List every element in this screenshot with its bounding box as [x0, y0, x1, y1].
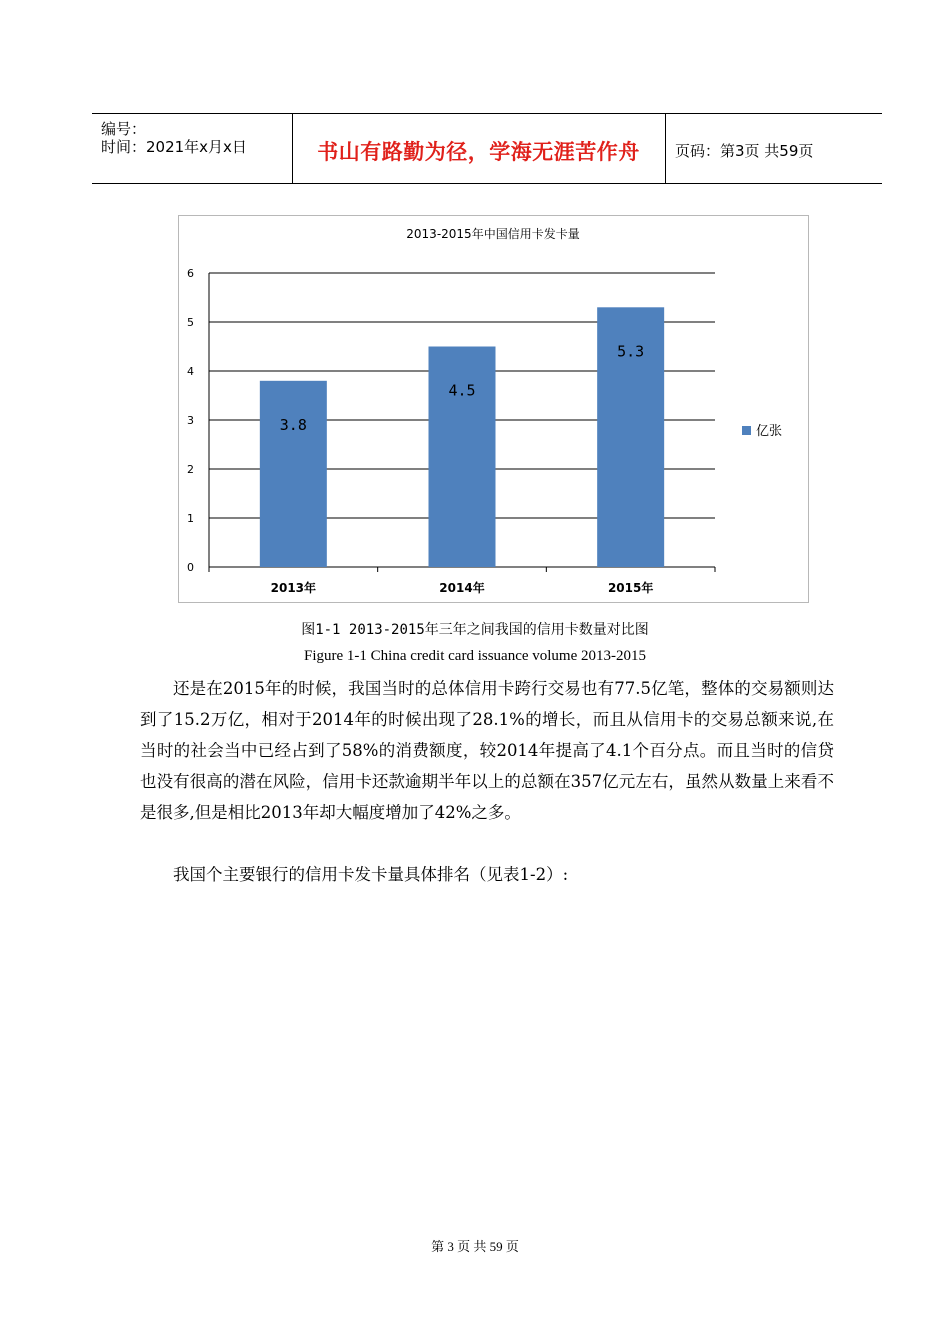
bar	[260, 381, 327, 567]
x-tick-label: 2015年	[607, 581, 654, 595]
header-motto-cell	[292, 114, 666, 183]
data-label: 3.8	[279, 415, 307, 434]
header-table	[92, 113, 882, 184]
motto: 书山有路勤为径，学海无涯苦作舟	[317, 140, 640, 164]
y-tick-label: 3	[187, 414, 194, 427]
data-label: 5.3	[617, 342, 645, 361]
chart-svg	[179, 216, 808, 602]
x-tick-label: 2013年	[270, 581, 317, 595]
y-tick-label: 0	[187, 561, 194, 574]
bar	[429, 347, 496, 568]
header-meta-cell	[92, 114, 293, 183]
body-paragraph-2: 我国个主要银行的信用卡发卡量具体排名（见表1-2）:	[173, 865, 569, 884]
y-tick-label: 6	[187, 267, 194, 280]
y-tick-label: 5	[187, 316, 194, 329]
page-footer: 第 3 页 共 59 页	[431, 1239, 519, 1254]
body-paragraph-1: 还是在2015年的时候，我国当时的总体信用卡跨行交易也有77.5亿笔，整体的交易额则达到了15.2万亿，相对于2014年的时候出现了28.1%的增长，而且从信用卡的交易总额来说,在当时的社会当中已经占到了58%的消费额度，较2014年提高了4.1个百分点。而且当时的信贷也没有很高的潜在风险，信用卡还款逾期半年以上的总额在357亿元左右，虽然从数量上来看不是很多,但是相比2013年却大幅度增加了42%之多。	[140, 679, 834, 822]
legend-label: 亿张	[756, 424, 783, 439]
bar-chart	[178, 215, 809, 603]
y-tick-label: 2	[187, 463, 194, 476]
y-tick-label: 1	[187, 512, 194, 525]
header-page-cell	[665, 114, 882, 183]
figure-caption-cn: 图1-1 2013-2015年三年之间我国的信用卡数量对比图	[301, 622, 649, 638]
time-label: 时间：2021年x月x日	[101, 138, 247, 156]
y-tick-label: 4	[187, 365, 194, 378]
figure-caption-en: Figure 1-1 China credit card issuance volume 2013-2015	[304, 648, 646, 664]
legend-swatch	[742, 426, 751, 435]
chart-title: 2013-2015年中国信用卡发卡量	[406, 227, 580, 241]
number-label: 编号：	[101, 120, 147, 138]
data-label: 4.5	[448, 381, 476, 400]
page-info: 页码：第3页 共59页	[675, 142, 814, 160]
x-tick-label: 2014年	[439, 581, 485, 595]
